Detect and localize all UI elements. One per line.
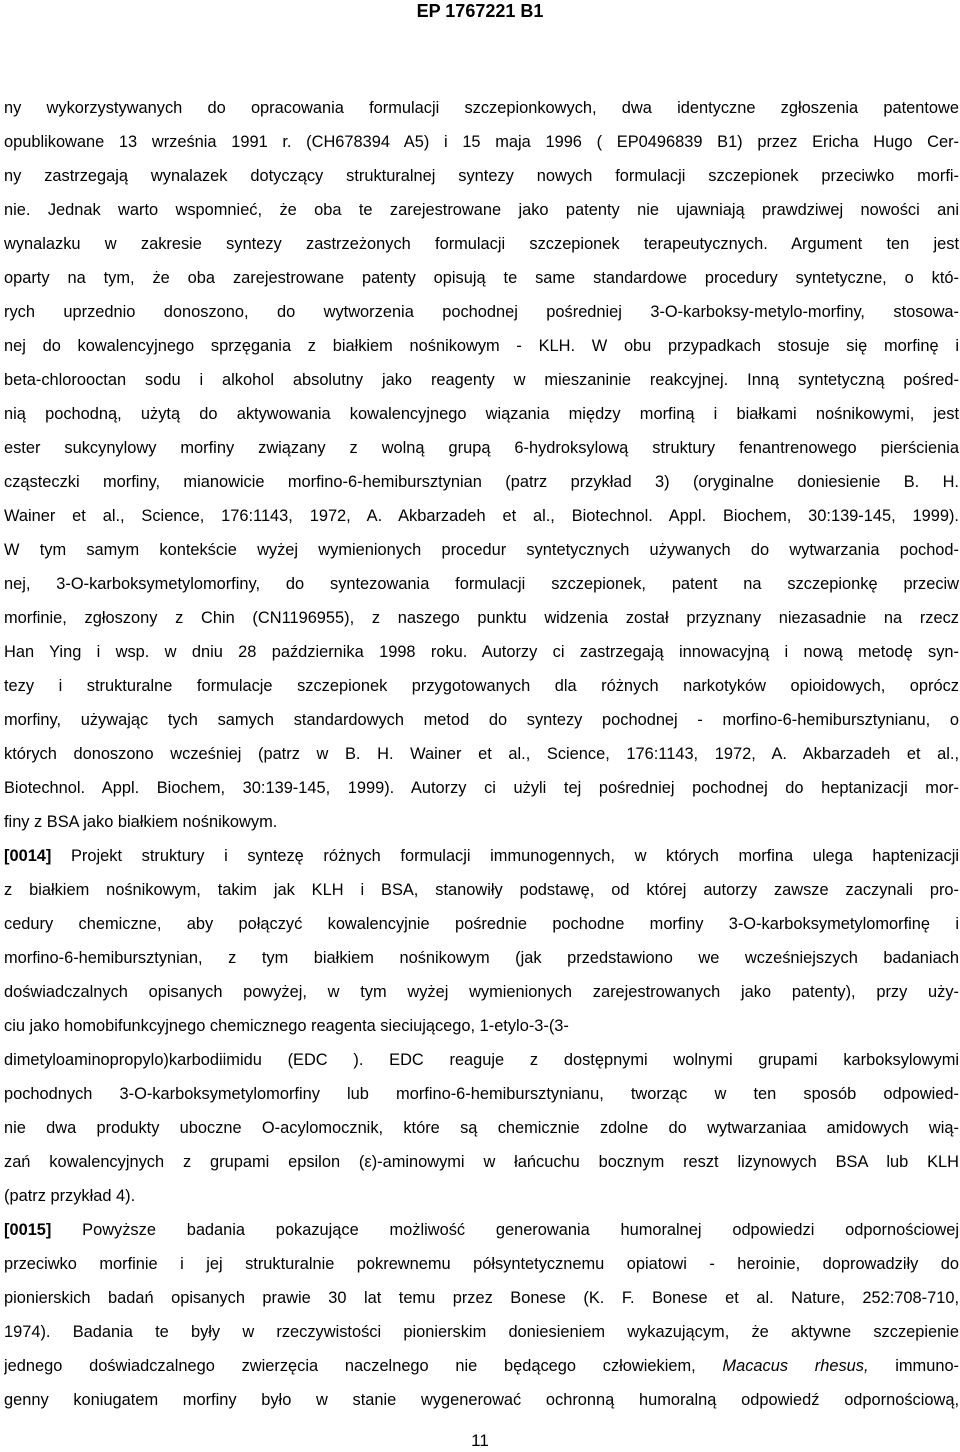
text-line: genny koniugatem morfiny było w stanie wygenerować ochronną humoralną odpowiedź odpornościową, [4, 1391, 959, 1409]
text-line: pionierskich badań opisanych prawie 30 lat temu przez Bonese (K. F. Bonese et al. Nature, 252:708-710, [4, 1289, 959, 1307]
text-line: nią pochodną, użytą do aktywowania kowalencyjnego wiązania między morfiną i białkami nośnikowymi, jest [4, 405, 959, 423]
text-line: nej, 3-O-karboksymetylomorfiny, do syntezowania formulacji szczepionek, patent na szczepionkę przeciw [4, 575, 959, 593]
text-line: nie dwa produkty uboczne O-acylomocznik, które są chemicznie zdolne do wytwarzaniaa amidowych wią- [4, 1119, 959, 1137]
text-line: nie. Jednak warto wspomnieć, że oba te zarejestrowane jako patenty nie ujawniają prawdziwej nowości ani [4, 201, 959, 219]
text-line: beta-chlorooctan sodu i alkohol absolutny jako reagenty w mieszaninie reakcyjnej. Inną syntetyczną pośred- [4, 371, 959, 389]
text-line: ciu jako homobifunkcyjnego chemicznego reagenta sieciującego, 1-etylo-3-(3- [4, 1017, 569, 1035]
text-line: zań kowalencyjnych z grupami epsilon (ε)-aminowymi w łańcuchu bocznym reszt lizynowych BSA lub KLH [4, 1153, 959, 1171]
text-line: opublikowane 13 września 1991 r. (CH678394 A5) i 15 maja 1996 ( EP0496839 B1) przez Ericha Hugo Cer- [4, 133, 959, 151]
text-line: W tym samym kontekście wyżej wymienionych procedur syntetycznych używanych do wytwarzania pochod- [4, 541, 959, 559]
page-number: 11 [471, 1431, 489, 1450]
text-line: cząsteczki morfiny, mianowicie morfino-6-hemibursztynian (patrz przykład 3) (oryginalne doniesienie B. H. [4, 473, 959, 491]
text-line: dimetyloaminopropylo)karbodiimidu (EDC ). EDC reaguje z dostępnymi wolnymi grupami karboksylowymi [4, 1051, 959, 1069]
text-line: przeciwko morfinie i jej strukturalnie pokrewnemu półsyntetycznemu opiatowi - heroinie, doprowadziły do [4, 1255, 959, 1273]
text-line: ny zastrzegają wynalazek dotyczący strukturalnej syntezy nowych formulacji szczepionek przeciwko morfi- [4, 167, 959, 185]
text-line: finy z BSA jako białkiem nośnikowym. [4, 813, 278, 831]
text-line: ny wykorzystywanych do opracowania formulacji szczepionkowych, dwa identyczne zgłoszenia patentowe [4, 99, 959, 117]
paragraph-start-0015: [0015] Powyższe badania pokazujące możliwość generowania humoralnej odpowiedzi odpornościowej [4, 1221, 959, 1239]
text-line: doświadczalnych opisanych powyżej, w tym wyżej wymienionych zarejestrowanych jako patenty), przy uży- [4, 983, 959, 1001]
document-id: EP 1767221 B1 [416, 1, 544, 21]
text-line: oparty na tym, że oba zarejestrowane patenty opisują te same standardowe procedury syntetyczne, o któ- [4, 269, 959, 287]
body-text [4, 91, 959, 1417]
text-line: nej do kowalencyjnego sprzęgania z białkiem nośnikowym - KLH. W obu przypadkach stosuje się morfinę i [4, 337, 959, 355]
paragraph-number: [0014] [4, 847, 52, 865]
text-line: wynalazku w zakresie syntezy zastrzeżonych formulacji szczepionek terapeutycznych. Argument ten jest [4, 235, 959, 253]
text-line: morfinie, zgłoszony z Chin (CN1196955), z naszego punktu widzenia został przyznany niezasadnie na rzecz [4, 609, 959, 627]
text-line: jednego doświadczalnego zwierzęcia naczelnego nie będącego człowiekiem, Macacus rhesus, immuno- [4, 1357, 959, 1375]
text-line: cedury chemiczne, aby połączyć kowalencyjnie pośrednie pochodne morfiny 3-O-karboksymetylomorfinę i [4, 915, 959, 933]
paragraph-number: [0015] [4, 1221, 52, 1239]
text-line: z białkiem nośnikowym, takim jak KLH i BSA, stanowiły podstawę, od której autorzy zawsze zaczynali pro- [4, 881, 959, 899]
text-line: tezy i strukturalne formulacje szczepionek przygotowanych dla różnych narkotyków opioidowych, oprócz [4, 677, 959, 695]
text-line: morfiny, używając tych samych standardowych metod do syntezy pochodnej - morfino-6-hemibursztynianu, o [4, 711, 959, 729]
text-line: (patrz przykład 4). [4, 1187, 136, 1205]
text-line: ester sukcynylowy morfiny związany z wolną grupą 6-hydroksylową struktury fenantrenowego pierścienia [4, 439, 959, 457]
text-line: Han Ying i wsp. w dniu 28 października 1998 roku. Autorzy ci zastrzegają innowacyjną i nową metodę syn- [4, 643, 959, 661]
text-line: pochodnych 3-O-karboksymetylomorfiny lub morfino-6-hemibursztynianu, tworząc w ten sposób odpowied- [4, 1085, 959, 1103]
text-line: których donoszono wcześniej (patrz w B. H. Wainer et al., Science, 176:1143, 1972, A. Akbarzadeh et al., [4, 745, 959, 763]
paragraph-start-0014: [0014] Projekt struktury i syntezę różnych formulacji immunogennych, w których morfina ulega haptenizacji [4, 847, 959, 865]
text-line: Biotechnol. Appl. Biochem, 30:139-145, 1999). Autorzy ci użyli tej pośredniej pochodnej do heptanizacji mor- [4, 779, 959, 797]
species-name: Macacus rhesus, [722, 1357, 869, 1375]
document-header [0, 0, 960, 22]
text-line: 1974). Badania te były w rzeczywistości pionierskim doniesieniem wykazującym, że aktywne szczepienie [4, 1323, 959, 1341]
text-line: morfino-6-hemibursztynian, z tym białkiem nośnikowym (jak przedstawiono we wcześniejszych badaniach [4, 949, 959, 967]
text-line: Wainer et al., Science, 176:1143, 1972, A. Akbarzadeh et al., Biotechnol. Appl. Biochem, 30:139-145, 1999). [4, 507, 959, 525]
text-line: rych uprzednio donoszono, do wytworzenia pochodnej pośredniej 3-O-karboksy-metylo-morfiny, stosowa- [4, 303, 959, 321]
